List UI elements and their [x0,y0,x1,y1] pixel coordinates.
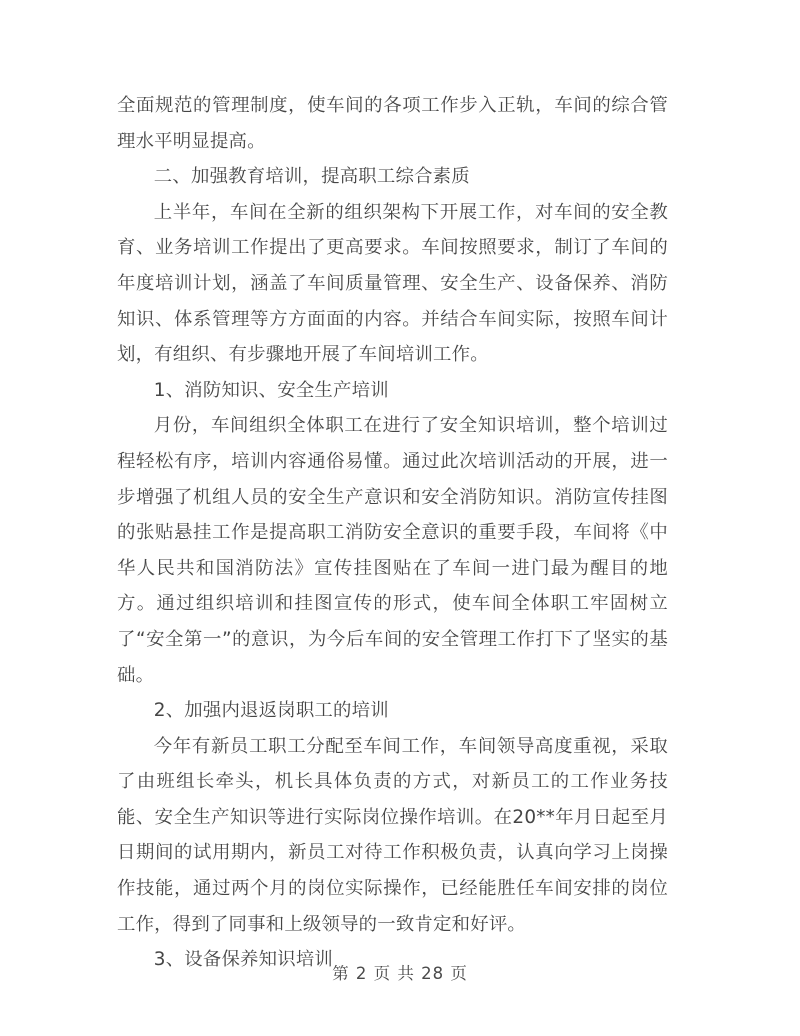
paragraph: 全面规范的管理制度，使车间的各项工作步入正轨，车间的综合管理水平明显提高。 [117,95,668,152]
paragraph: 上半年，车间在全新的组织架构下开展工作，对车间的安全教育、业务培训工作提出了更高要求。车间按照要求，制订了车间的年度培训计划，涵盖了车间质量管理、安全生产、设备保养、消防知识、体系管理等方方面面的内容。并结合车间实际，按照车间计划，有组织、有步骤地开展了车间培训工作。 [117,201,668,366]
paragraph: 月份，车间组织全体职工在进行了安全知识培训，整个培训过程轻松有序，培训内容通俗易懂。通过此次培训活动的开展，进一步增强了机组人员的安全生产意识和安全消防知识。消防宣传挂图的张贴悬挂工作是提高职工消防安全意识的重要手段，车间将《中华人民共和国消防法》宣传挂图贴在了车间一进门最为醒目的地方。通过组织培训和挂图宣传的形式，使车间全体职工牢固树立了“安全第一”的意识，为今后车间的安全管理工作打下了坚实的基础。 [117,415,668,686]
paragraph: 二、加强教育培训，提高职工综合素质 [153,166,470,188]
paragraph: 2、加强内退返岗职工的培训 [153,700,389,722]
page-footer: 第 2 页 共 28 页 [332,964,468,983]
document-body [117,88,668,978]
paragraph: 今年有新员工职工分配至车间工作，车间领导高度重视，采取了由班组长牵头，机长具体负责的方式，对新员工的工作业务技能、安全生产知识等进行实际岗位操作培训。在20**年月日起至月日期间的试用期内，新员工对待工作积极负责，认真向学习上岗操作技能，通过两个月的岗位实际操作，已经能胜任车间安排的岗位工作，得到了同事和上级领导的一致肯定和好评。 [117,735,668,935]
paragraph: 3、设备保养知识培训 [153,949,334,971]
paragraph: 1、消防知识、安全生产培训 [153,379,389,401]
